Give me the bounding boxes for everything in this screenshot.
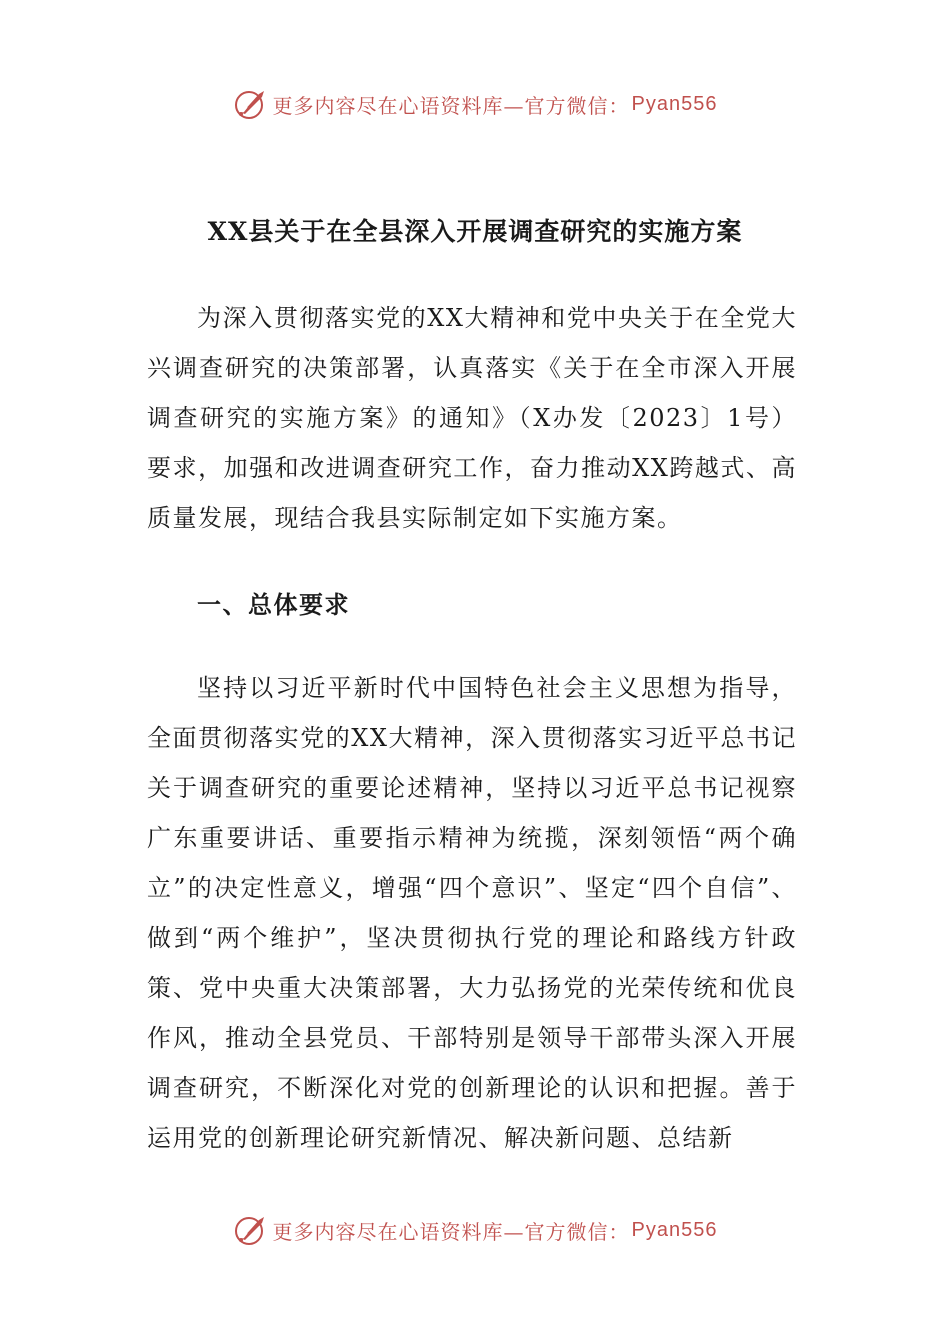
document-title: XX县关于在全县深入开展调查研究的实施方案 (207, 217, 743, 246)
quill-logo-icon (233, 86, 269, 122)
section-1-paragraph: 坚持以习近平新时代中国特色社会主义思想为指导，全面贯彻落实党的XX大精神，深入贯彻落实习近平总书记关于调查研究的重要论述精神，坚持以习近平总书记视察广东重要讲话、重要指示精神为统揽，深刻领悟“两个确立”的决定性意义，增强“四个意识”、坚定“四个自信”、做到“两个维护”，坚决贯彻执行党的理论和路线方针政策、党中央重大决策部署，大力弘扬党的光荣传统和优良作风，推动全县党员、干部特别是领导干部带头深入开展调查研究，不断深化对党的创新理论的认识和把握。善于运用党的创新理论研究新情况、解决新问题、总结新 (147, 674, 797, 1152)
section-heading-1: 一、总体要求 (197, 590, 350, 619)
watermark-header (0, 84, 950, 124)
watermark-wechat-id: Pyan556 (631, 1218, 718, 1241)
watermark-text: 更多内容尽在心语资料库—官方微信： (272, 93, 630, 118)
quill-logo-icon (233, 1212, 269, 1248)
intro-paragraph: 为深入贯彻落实党的XX大精神和党中央关于在全党大兴调查研究的决策部署，认真落实《关于在全市深入开展调查研究的实施方案》的通知》（X办发〔2023〕1号）要求，加强和改进调查研究工作，奋力推动XX跨越式、高质量发展，现结合我县实际制定如下实施方案。 (147, 304, 797, 532)
watermark-footer (0, 1210, 950, 1250)
watermark-wechat-id: Pyan556 (631, 92, 718, 115)
watermark-text: 更多内容尽在心语资料库—官方微信： (272, 1219, 630, 1244)
